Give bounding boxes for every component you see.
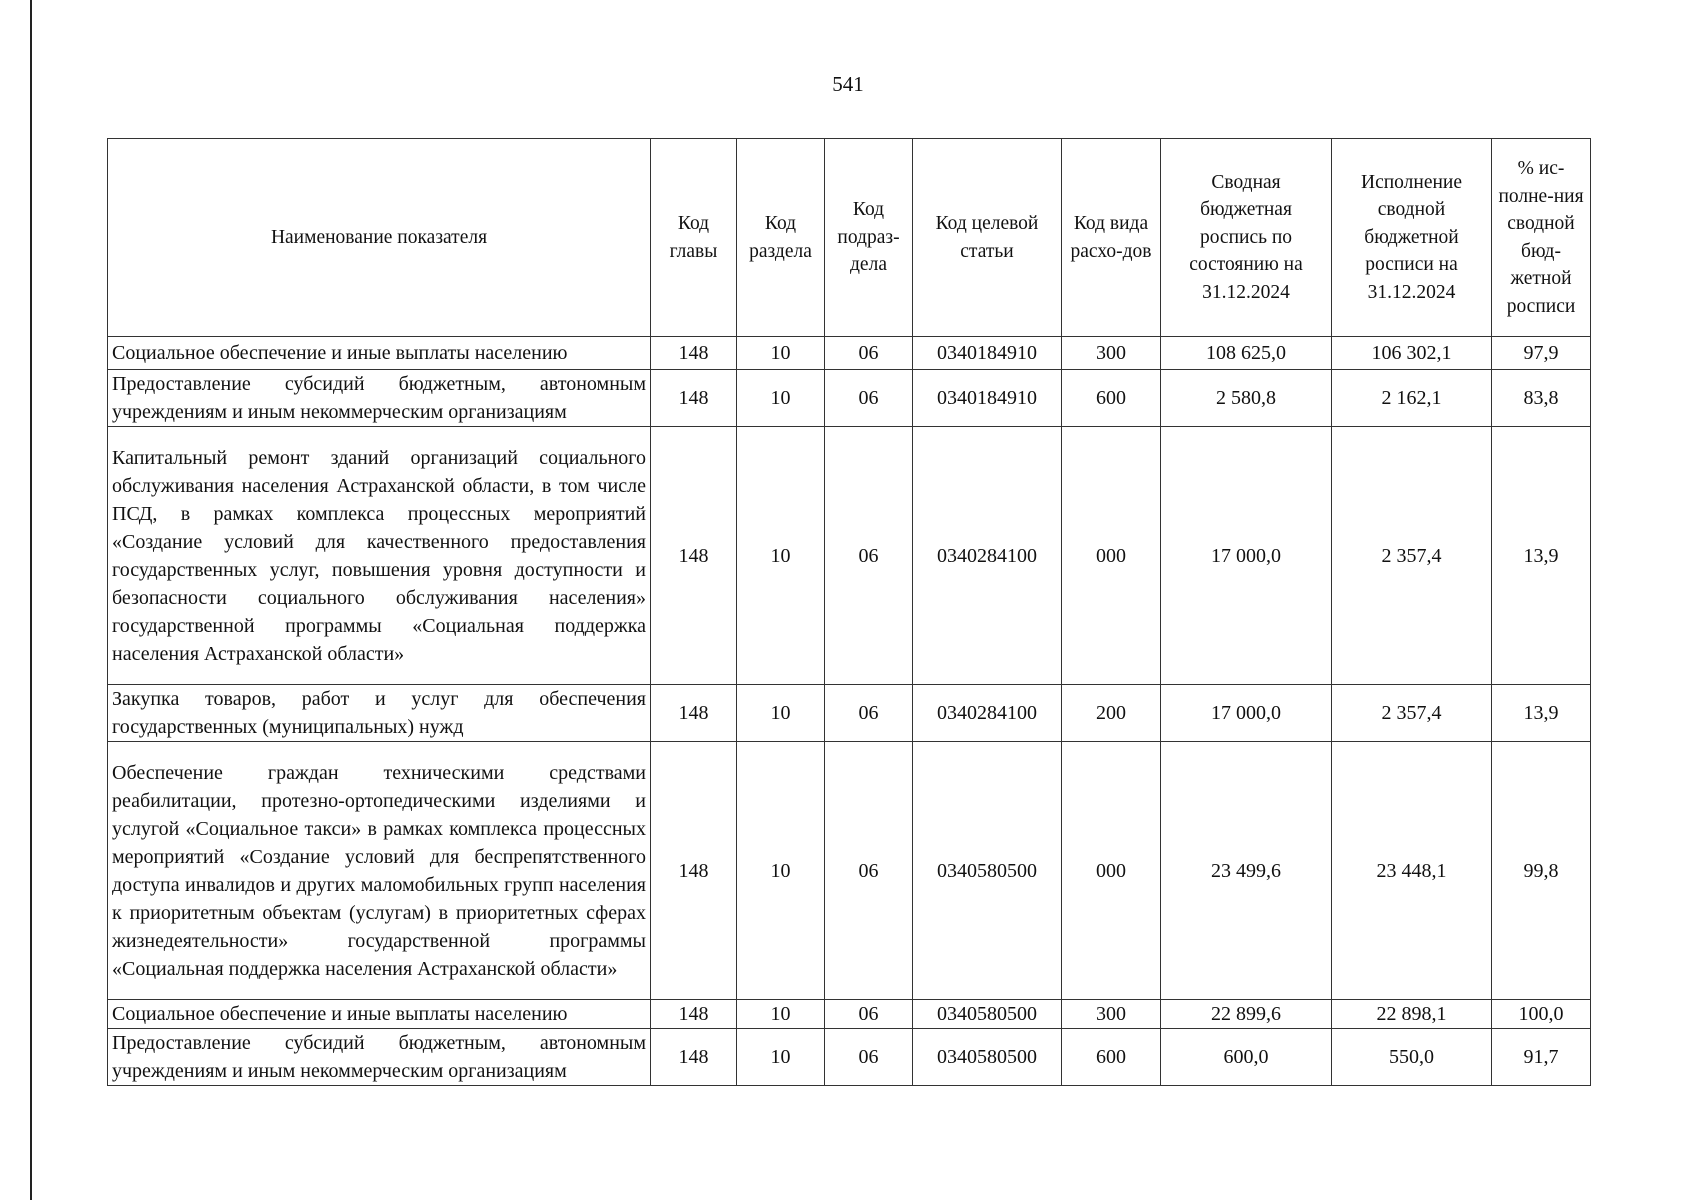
subsection-code-cell: 06: [825, 337, 913, 370]
header-chapter-code: Код главы: [651, 139, 737, 337]
budget-execution-table: [107, 138, 1591, 1086]
budget-execution-cell: 22 898,1: [1332, 1000, 1492, 1029]
target-item-code-cell: 0340184910: [913, 370, 1062, 427]
subsection-code-cell: 06: [825, 685, 913, 742]
budget-plan-cell: 23 499,6: [1161, 742, 1332, 1000]
header-subsection-code: Код подраз-дела: [825, 139, 913, 337]
execution-percent-cell: 13,9: [1492, 685, 1591, 742]
section-code-cell: 10: [737, 742, 825, 1000]
chapter-code-cell: 148: [651, 1029, 737, 1086]
chapter-code-cell: 148: [651, 337, 737, 370]
section-code-cell: 10: [737, 1000, 825, 1029]
table-row: [108, 337, 1591, 370]
table-row: [108, 370, 1591, 427]
chapter-code-cell: 148: [651, 427, 737, 685]
expense-type-code-cell: 000: [1062, 427, 1161, 685]
target-item-code-cell: 0340184910: [913, 337, 1062, 370]
budget-plan-cell: 17 000,0: [1161, 685, 1332, 742]
section-code-cell: 10: [737, 685, 825, 742]
section-code-cell: 10: [737, 427, 825, 685]
indicator-name-cell: Закупка товаров, работ и услуг для обеспечения государственных (муниципальных) нужд: [108, 685, 651, 742]
execution-percent-cell: 83,8: [1492, 370, 1591, 427]
budget-execution-cell: 2 162,1: [1332, 370, 1492, 427]
subsection-code-cell: 06: [825, 370, 913, 427]
table-row: [108, 685, 1591, 742]
expense-type-code-cell: 300: [1062, 1000, 1161, 1029]
budget-execution-cell: 23 448,1: [1332, 742, 1492, 1000]
table-body: [108, 337, 1591, 1086]
expense-type-code-cell: 600: [1062, 1029, 1161, 1086]
table-row: [108, 1029, 1591, 1086]
table-header-row: [108, 139, 1591, 337]
page-binding-line: [30, 0, 32, 1200]
expense-type-code-cell: 000: [1062, 742, 1161, 1000]
expense-type-code-cell: 600: [1062, 370, 1161, 427]
table-row: [108, 1000, 1591, 1029]
section-code-cell: 10: [737, 1029, 825, 1086]
header-indicator-name: Наименование показателя: [108, 139, 651, 337]
section-code-cell: 10: [737, 337, 825, 370]
budget-plan-cell: 22 899,6: [1161, 1000, 1332, 1029]
indicator-name-cell: Социальное обеспечение и иные выплаты населению: [108, 337, 651, 370]
subsection-code-cell: 06: [825, 742, 913, 1000]
section-code-cell: 10: [737, 370, 825, 427]
execution-percent-cell: 99,8: [1492, 742, 1591, 1000]
target-item-code-cell: 0340580500: [913, 1000, 1062, 1029]
chapter-code-cell: 148: [651, 370, 737, 427]
header-expense-type-code: Код вида расхо-дов: [1062, 139, 1161, 337]
indicator-name-cell: Предоставление субсидий бюджетным, автономным учреждениям и иным некоммерческим организациям: [108, 1029, 651, 1086]
target-item-code-cell: 0340580500: [913, 742, 1062, 1000]
execution-percent-cell: 91,7: [1492, 1029, 1591, 1086]
header-budget-plan: Сводная бюджетная роспись по состоянию на 31.12.2024: [1161, 139, 1332, 337]
chapter-code-cell: 148: [651, 742, 737, 1000]
budget-execution-cell: 2 357,4: [1332, 427, 1492, 685]
indicator-name-cell: Капитальный ремонт зданий организаций социального обслуживания населения Астраханской области, в том числе ПСД, в рамках комплекса процессных мероприятий «Создание условий для качественного предоставления государственных услуг, повышения уровня доступности и безопасности социального обслуживания населения» государственной программы «Социальная поддержка населения Астраханской области»: [108, 427, 651, 685]
header-target-item-code: Код целевой статьи: [913, 139, 1062, 337]
table-row: [108, 742, 1591, 1000]
subsection-code-cell: 06: [825, 1029, 913, 1086]
chapter-code-cell: 148: [651, 685, 737, 742]
indicator-name-cell: Предоставление субсидий бюджетным, автономным учреждениям и иным некоммерческим организациям: [108, 370, 651, 427]
page-number: 541: [832, 72, 864, 96]
target-item-code-cell: 0340284100: [913, 427, 1062, 685]
budget-execution-cell: 550,0: [1332, 1029, 1492, 1086]
target-item-code-cell: 0340580500: [913, 1029, 1062, 1086]
header-section-code: Код раздела: [737, 139, 825, 337]
expense-type-code-cell: 200: [1062, 685, 1161, 742]
budget-plan-cell: 600,0: [1161, 1029, 1332, 1086]
budget-plan-cell: 17 000,0: [1161, 427, 1332, 685]
table-row: [108, 427, 1591, 685]
budget-plan-cell: 108 625,0: [1161, 337, 1332, 370]
indicator-name-cell: Обеспечение граждан техническими средствами реабилитации, протезно-ортопедическими изделиями и услугой «Социальное такси» в рамках комплекса процессных мероприятий «Создание условий для беспрепятственного доступа инвалидов и других маломобильных групп населения к приоритетным объектам (услугам) в приоритетных сферах жизнедеятельности» государственной программы «Социальная поддержка населения Астраханской области»: [108, 742, 651, 1000]
execution-percent-cell: 97,9: [1492, 337, 1591, 370]
subsection-code-cell: 06: [825, 427, 913, 685]
expense-type-code-cell: 300: [1062, 337, 1161, 370]
subsection-code-cell: 06: [825, 1000, 913, 1029]
budget-execution-cell: 2 357,4: [1332, 685, 1492, 742]
execution-percent-cell: 100,0: [1492, 1000, 1591, 1029]
chapter-code-cell: 148: [651, 1000, 737, 1029]
budget-execution-cell: 106 302,1: [1332, 337, 1492, 370]
budget-plan-cell: 2 580,8: [1161, 370, 1332, 427]
target-item-code-cell: 0340284100: [913, 685, 1062, 742]
header-execution-percent: % ис-полне-ния сводной бюд-жетной росписи: [1492, 139, 1591, 337]
indicator-name-cell: Социальное обеспечение и иные выплаты населению: [108, 1000, 651, 1029]
header-budget-execution: Исполнение сводной бюджетной росписи на 31.12.2024: [1332, 139, 1492, 337]
execution-percent-cell: 13,9: [1492, 427, 1591, 685]
